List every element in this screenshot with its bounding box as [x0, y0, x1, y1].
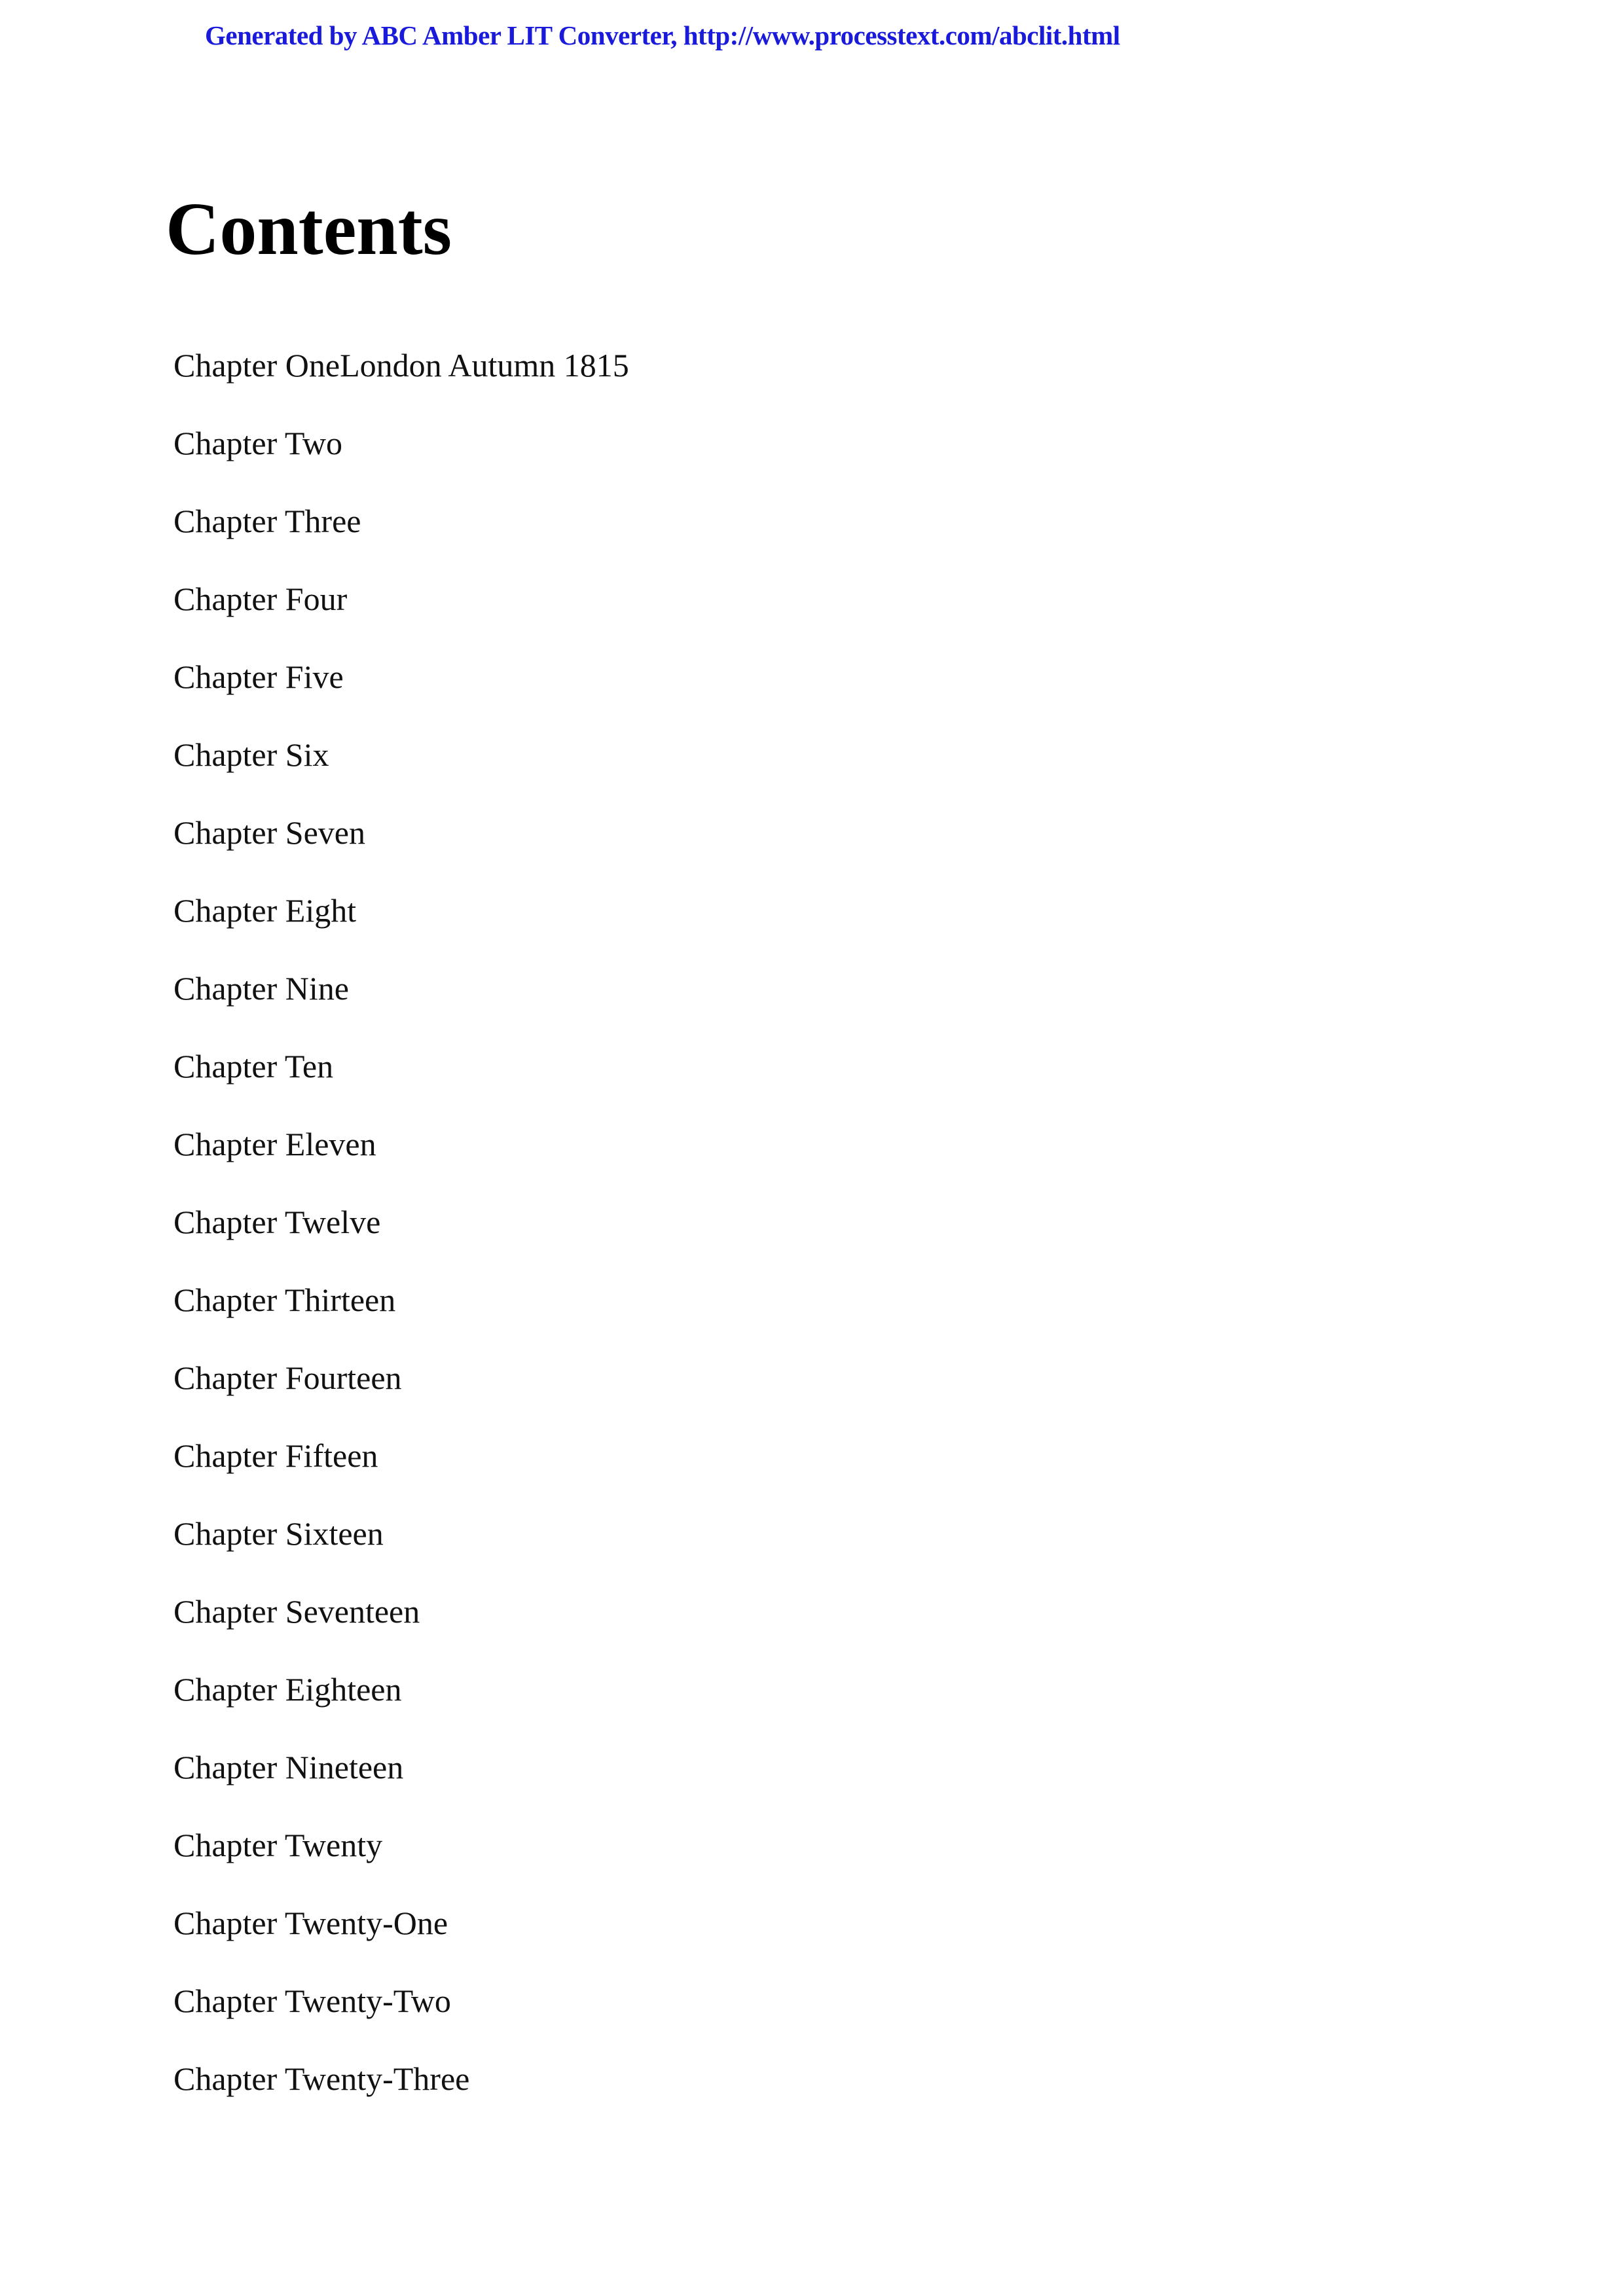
toc-chapter-2[interactable]: Chapter Two — [173, 425, 343, 461]
toc-chapter-15[interactable]: Chapter Fifteen — [173, 1437, 378, 1474]
table-of-contents — [173, 344, 629, 2136]
toc-chapter-20[interactable]: Chapter Twenty — [173, 1827, 383, 1863]
toc-chapter-23[interactable]: Chapter Twenty-Three — [173, 2060, 470, 2097]
toc-chapter-19[interactable]: Chapter Nineteen — [173, 1749, 404, 1785]
toc-chapter-1[interactable]: Chapter OneLondon Autumn 1815 — [173, 347, 629, 384]
toc-chapter-4[interactable]: Chapter Four — [173, 581, 348, 617]
toc-chapter-14[interactable]: Chapter Fourteen — [173, 1359, 402, 1396]
toc-chapter-21[interactable]: Chapter Twenty-One — [173, 1905, 448, 1941]
toc-chapter-7[interactable]: Chapter Seven — [173, 814, 365, 851]
toc-chapter-8[interactable]: Chapter Eight — [173, 892, 357, 929]
page-title: Contents — [166, 187, 452, 270]
toc-chapter-17[interactable]: Chapter Seventeen — [173, 1593, 420, 1630]
toc-chapter-10[interactable]: Chapter Ten — [173, 1048, 334, 1085]
converter-banner-link[interactable]: Generated by ABC Amber LIT Converter, http://www.processtext.com/abclit.html — [205, 20, 1120, 50]
toc-chapter-3[interactable]: Chapter Three — [173, 503, 361, 539]
toc-chapter-5[interactable]: Chapter Five — [173, 658, 344, 695]
toc-chapter-13[interactable]: Chapter Thirteen — [173, 1282, 396, 1318]
toc-chapter-18[interactable]: Chapter Eighteen — [173, 1671, 402, 1708]
toc-chapter-11[interactable]: Chapter Eleven — [173, 1126, 376, 1162]
toc-chapter-6[interactable]: Chapter Six — [173, 736, 329, 773]
toc-chapter-9[interactable]: Chapter Nine — [173, 970, 349, 1007]
toc-chapter-16[interactable]: Chapter Sixteen — [173, 1515, 384, 1552]
toc-chapter-12[interactable]: Chapter Twelve — [173, 1204, 381, 1240]
toc-chapter-22[interactable]: Chapter Twenty-Two — [173, 1982, 451, 2019]
